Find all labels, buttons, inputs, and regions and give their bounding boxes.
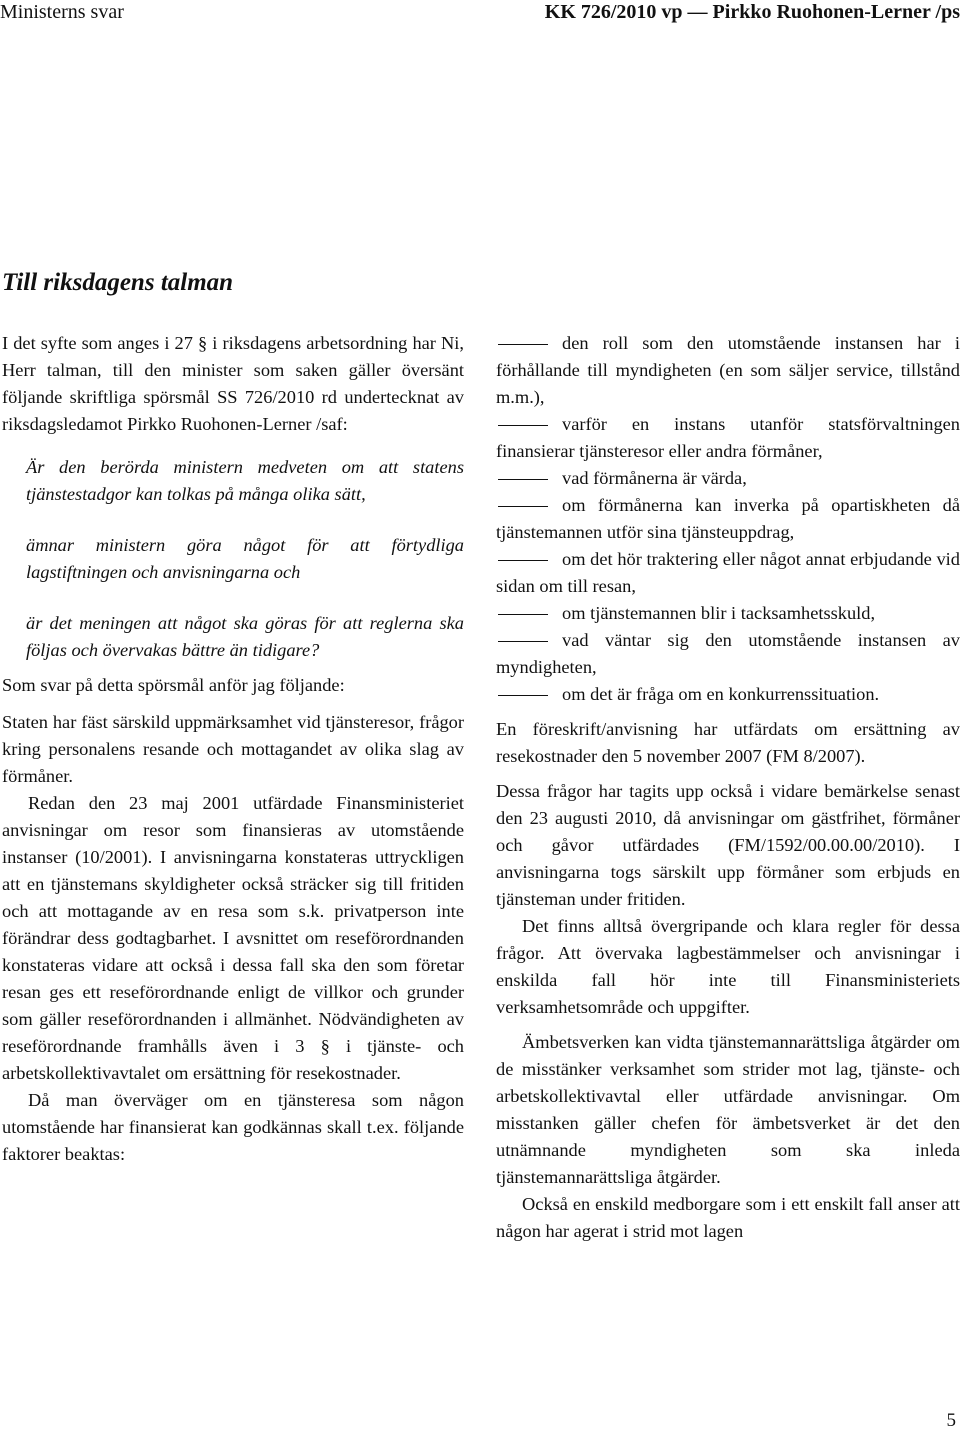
factor-item bbox=[496, 546, 960, 600]
factor-item bbox=[496, 465, 960, 492]
intro-paragraph: I det syfte som anges i 27 § i riksdagens arbetsordning har Ni, Herr talman, till den minister som saken gäller översänt följande skriftliga spörsmål SS 726/2010 rd undertecknat av riksdagsledamot Pirkko Ruohonen-Lerner /saf: bbox=[2, 333, 464, 434]
header-section-label: Ministerns svar bbox=[0, 1, 124, 23]
right-paragraph-3: Det finns alltså övergripande och klara regler för dessa frågor. Att övervaka lagbestämmelser och anvisningar i enskilda fall hör inte till Finansministeriets verksamhetsområde och uppgifter. bbox=[496, 916, 960, 1017]
right-paragraph-5: Också en enskild medborgare som i ett enskilt fall anser att någon har agerat i strid mot lagen bbox=[496, 1194, 960, 1241]
right-paragraph-4: Ämbetsverken kan vidta tjänstemannarättsliga åtgärder om de misstänker verksamhet som strider mot lag, tjänste- och arbetskollektivavtal eller utfärdade anvisningar. Om misstanken gäller chefen för ämbetsverket är det den utnämnande myndigheten som ska inleda tjänstemannarättsliga åtgärder. bbox=[496, 1032, 960, 1187]
dash-marker bbox=[498, 425, 548, 426]
dash-marker bbox=[498, 695, 548, 696]
header-document-reference: KK 726/2010 vp — Pirkko Ruohonen-Lerner /ps bbox=[544, 1, 960, 23]
factor-text: om det är fråga om en konkurrenssituation. bbox=[562, 684, 880, 704]
dash-marker bbox=[498, 641, 548, 642]
factor-item bbox=[496, 600, 960, 627]
factor-text: om tjänstemannen blir i tacksamhetsskuld, bbox=[562, 603, 876, 623]
answer-intro: Som svar på detta spörsmål anför jag följande: bbox=[2, 675, 345, 695]
right-column bbox=[496, 330, 960, 1245]
page-number: 5 bbox=[946, 1410, 956, 1431]
dash-marker bbox=[498, 614, 548, 615]
factor-text: den roll som den utomstående instansen har i förhållande till myndigheten (en som säljer service, tillstånd m.m.), bbox=[496, 333, 960, 407]
factor-item bbox=[496, 411, 960, 465]
factor-text: om förmånerna kan inverka på opartiskheten då tjänstemannen utför sina tjänsteuppdrag, bbox=[496, 495, 960, 542]
factor-item bbox=[496, 330, 960, 411]
factor-item bbox=[496, 681, 960, 708]
body-paragraph-1: Staten har fäst särskild uppmärksamhet vid tjänsteresor, frågor kring personalens resande och mottagandet av olika slag av förmåner. bbox=[2, 712, 464, 786]
dash-marker bbox=[498, 560, 548, 561]
factor-text: vad förmånerna är värda, bbox=[562, 468, 747, 488]
body-paragraph-2: Redan den 23 maj 2001 utfärdade Finansministeriet anvisningar om resor som finansieras av utomstående instanser (10/2001). I anvisningarna konstateras uttryckligen att en tjänstemans skyldigheter också sträcker sig till fritiden och att mottagande av en resa som s.k. privatperson inte förändrar dess godtagbarhet. I avsnittet om reseförordnanden konstateras vidare att också i dessa fall ska den som företar resan ges ett reseförordnande enligt de villkor och grunder som gäller reseförordnanden i allmänhet. Nödvändigheten av reseförordnande framhålls även i 3 § i tjänste- och arbetskollektivavtalet om ersättning för resekostnader. bbox=[2, 793, 464, 1083]
left-column bbox=[2, 330, 464, 1168]
factor-text: vad väntar sig den utomstående instansen av myndigheten, bbox=[496, 630, 960, 677]
dash-marker bbox=[498, 344, 548, 345]
running-header bbox=[0, 0, 960, 24]
question-1: Är den berörda ministern medveten om att statens tjänstestadgor kan tolkas på många olika sätt, bbox=[26, 457, 464, 504]
question-2: ämnar ministern göra något för att förtydliga lagstiftningen och anvisningarna och bbox=[26, 535, 464, 582]
document-title: Till riksdagens talman bbox=[2, 269, 234, 296]
factor-text: om det hör traktering eller något annat erbjudande vid sidan om till resan, bbox=[496, 549, 960, 596]
dash-marker bbox=[498, 506, 548, 507]
factor-list bbox=[496, 330, 960, 708]
factor-item bbox=[496, 492, 960, 546]
right-paragraph-2: Dessa frågor har tagits upp också i vidare bemärkelse senast den 23 augusti 2010, då anvisningar om gästfrihet, förmåner och gåvor utfärdades (FM/1592/00.00.00/2010). I anvisningarna togs särskilt upp förmåner som erbjuds en tjänsteman under fritiden. bbox=[496, 781, 960, 909]
right-paragraph-1: En föreskrift/anvisning har utfärdats om ersättning av resekostnader den 5 november 2007 (FM 8/2007). bbox=[496, 719, 960, 766]
dash-marker bbox=[498, 479, 548, 480]
question-list bbox=[2, 454, 464, 664]
factor-text: varför en instans utanför statsförvaltningen finansierar tjänsteresor eller andra förmåner, bbox=[496, 414, 960, 461]
factor-item bbox=[496, 627, 960, 681]
body-paragraph-3: Då man överväger om en tjänsteresa som någon utomstående har finansierat kan godkännas skall t.ex. följande faktorer beaktas: bbox=[2, 1090, 464, 1164]
question-3: är det meningen att något ska göras för att reglerna ska följas och övervakas bättre än tidigare? bbox=[26, 613, 464, 660]
